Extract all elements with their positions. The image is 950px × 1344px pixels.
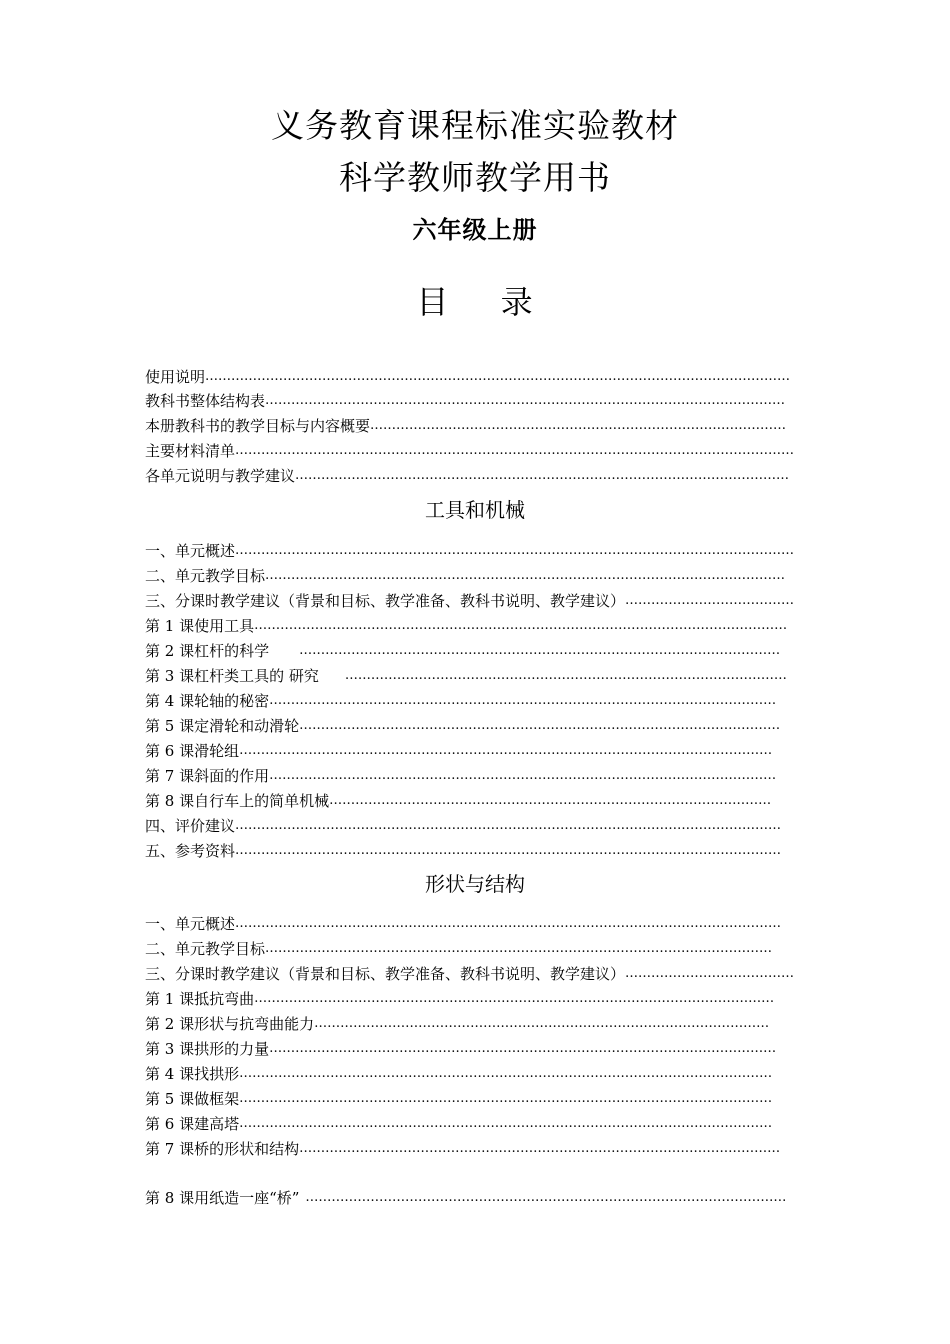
toc-title: 目 录 <box>416 283 534 321</box>
toc-entry: 第 3 课拱形的力量……………………………………………………………………………………………………… <box>145 1040 777 1058</box>
toc-entry: 二、单元教学目标………………………………………………………………………………………………………… <box>145 567 786 585</box>
unit1-heading: 工具和机械 <box>425 498 525 522</box>
toc-entry: 第 7 课斜面的作用……………………………………………………………………………………………………… <box>145 767 777 785</box>
toc-entry: 第 7 课桥的形状和结构………………………………………………………………………………………………… <box>145 1140 781 1158</box>
toc-entry: 第 6 课滑轮组…………………………………………………………………………………………………………… <box>145 742 773 760</box>
toc-entry: 使用说明……………………………………………………………………………………………………………………… <box>145 368 791 386</box>
toc-entry: 一、单元概述……………………………………………………………………………………………………………… <box>145 915 781 933</box>
toc-entry: 第 8 课用纸造一座“桥” ………………………………………………………………………………………………… <box>145 1189 787 1207</box>
toc-entry: 各单元说明与教学建议…………………………………………………………………………………………………… <box>145 467 790 485</box>
toc-entry: 教科书整体结构表………………………………………………………………………………………………………… <box>145 392 786 410</box>
grade-subtitle: 六年级上册 <box>412 216 538 244</box>
toc-entry: 第 5 课做框架…………………………………………………………………………………………………………… <box>145 1090 773 1108</box>
toc-entry: 本册教科书的教学目标与内容概要…………………………………………………………………………………… <box>145 417 787 435</box>
toc-entry: 二、单元教学目标……………………………………………………………………………………………………… <box>145 940 773 958</box>
toc-entry: 主要材料清单………………………………………………………………………………………………………………… <box>145 442 795 460</box>
toc-entry: 第 6 课建高塔…………………………………………………………………………………………………………… <box>145 1115 773 1133</box>
toc-entry: 第 2 课形状与抗弯曲能力…………………………………………………………………………………………… <box>145 1015 770 1033</box>
toc-entry: 第 5 课定滑轮和动滑轮………………………………………………………………………………………………… <box>145 717 781 735</box>
toc-entry: 第 3 课杠杆类工具的 研究 ………………………………………………………………………………………… <box>145 667 787 685</box>
toc-entry: 第 4 课轮轴的秘密……………………………………………………………………………………………………… <box>145 692 777 710</box>
book-series-title: 义务教育课程标准实验教材 <box>271 106 679 145</box>
toc-entry: 第 4 课找拱形…………………………………………………………………………………………………………… <box>145 1065 773 1083</box>
toc-entry: 第 1 课使用工具…………………………………………………………………………………………………………… <box>145 617 788 635</box>
toc-entry: 三、分课时教学建议（背景和目标、教学准备、教科书说明、教学建议）………………………………… <box>145 592 795 610</box>
toc-entry: 三、分课时教学建议（背景和目标、教学准备、教科书说明、教学建议）………………………………… <box>145 965 795 983</box>
toc-entry: 五、参考资料……………………………………………………………………………………………………………… <box>145 842 781 860</box>
book-title: 科学教师教学用书 <box>339 158 611 197</box>
toc-entry: 第 2 课杠杆的科学 ………………………………………………………………………………………………… <box>145 642 781 660</box>
toc-entry: 一、单元概述………………………………………………………………………………………………………………… <box>145 542 795 560</box>
toc-entry: 第 8 课自行车上的简单机械………………………………………………………………………………………… <box>145 792 772 810</box>
toc-entry: 第 1 课抵抗弯曲………………………………………………………………………………………………………… <box>145 990 775 1008</box>
toc-entry: 四、评价建议……………………………………………………………………………………………………………… <box>145 817 781 835</box>
unit2-heading: 形状与结构 <box>425 872 525 896</box>
